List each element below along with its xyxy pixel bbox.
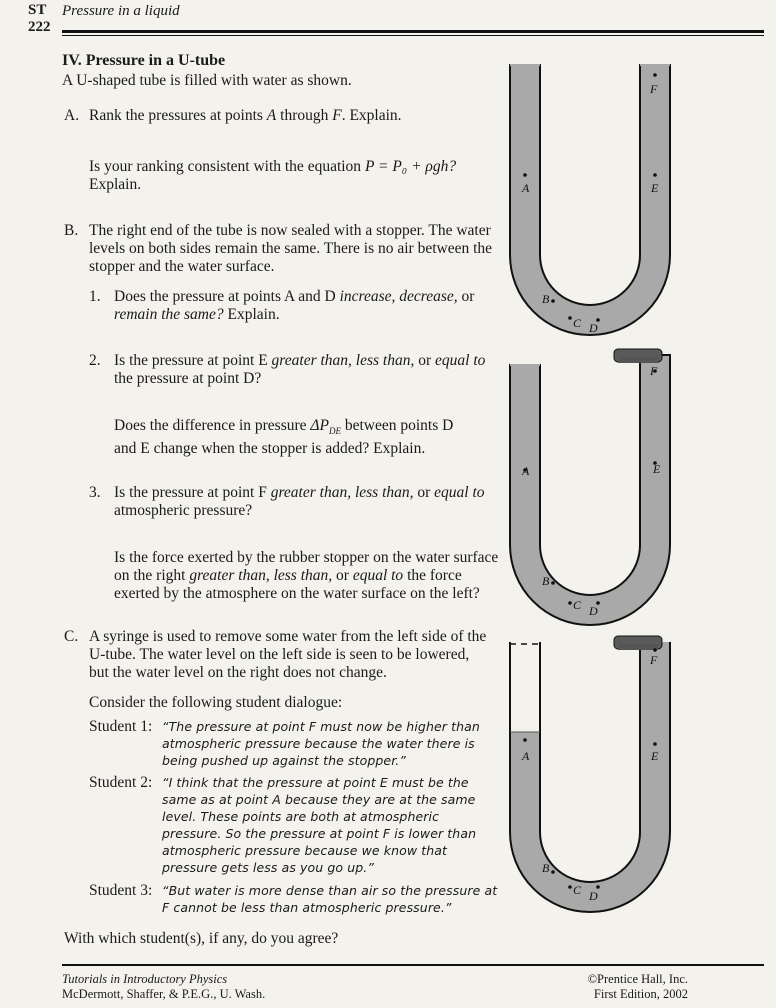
header-rule [62, 30, 764, 33]
edition: First Edition, 2002 [593, 987, 688, 1001]
point-f-label: F [650, 653, 658, 667]
u-tube-diagram-lowered [500, 632, 680, 922]
footer-right [588, 972, 688, 1002]
student-3-label: Student 3: [89, 882, 153, 899]
dialogue-intro: Consider the following student dialogue: [89, 694, 343, 711]
point-e-label: E [653, 462, 661, 476]
point-a-label: A [522, 464, 530, 478]
final-question: With which student(s), if any, do you agree? [64, 930, 339, 947]
point-c-label: C [573, 883, 582, 897]
point-b-label: B [542, 292, 550, 306]
part-c-letter: C. [64, 628, 79, 645]
point-d-label: D [589, 889, 598, 903]
running-title: Pressure in a liquid [62, 3, 180, 19]
part-a-consistency: Is your ranking consistent with the equation P = P₀ + ρgh? Explain. [89, 158, 457, 193]
point-d-label: D [589, 604, 598, 618]
copyright: ©Prentice Hall, Inc. [587, 972, 688, 986]
q3-text: Is the pressure at point F greater than, less than, or equal to atmospheric pressure? [114, 484, 485, 519]
part-a-letter: A. [64, 107, 80, 124]
student-3-quote: “But water is more dense than air so the pressure at F cannot be less than atmospheric pressure.” [162, 883, 498, 915]
student-2-label: Student 2: [89, 774, 153, 791]
point-e-label: E [651, 181, 659, 195]
point-c-label: C [573, 316, 582, 330]
q3-force: Is the force exerted by the rubber stopper on the water surface on the right greater than, less than, or equal to the force exerted by the atmosphere on the water surface on the left? [114, 549, 499, 602]
footer-rule [62, 964, 764, 966]
part-b-letter: B. [64, 222, 79, 239]
header-rule-thin [62, 35, 764, 36]
q2-number: 2. [89, 352, 101, 369]
part-a-question: Rank the pressures at points A through F. Explain. [89, 107, 402, 124]
point-f-label: F [650, 364, 658, 378]
page-number: 222 [28, 19, 51, 35]
point-d-label: D [589, 321, 598, 335]
point-a-label: A [522, 749, 530, 763]
section-title: IV. Pressure in a U-tube [62, 52, 226, 69]
point-b-label: B [542, 574, 550, 588]
point-a-label: A [522, 181, 530, 195]
point-b-label: B [542, 861, 550, 875]
u-tube-diagram-stoppered [500, 345, 680, 635]
page-code [28, 2, 51, 36]
point-f-label: F [650, 82, 658, 96]
pressure-equation: P = P₀ + ρgh? [364, 158, 457, 175]
student-2-quote: “I think that the pressure at point E must be the same as at point A because they are at the same level. These points are both at atmospheric pressure. So the pressure at point F is lower than atmospheric pressure because we know that pressure gets less as you go up.” [162, 775, 477, 875]
explain-label: Explain. [89, 176, 142, 193]
authors: McDermott, Shaffer, & P.E.G., U. Wash. [62, 987, 266, 1001]
footer-left [62, 972, 265, 1002]
u-tube-diagram-open [500, 55, 680, 345]
q1-text: Does the pressure at points A and D increase, decrease, or remain the same? Explain. [114, 288, 475, 323]
q2-text: Is the pressure at point E greater than, less than, or equal to the pressure at point D? [114, 352, 486, 387]
section-intro: A U-shaped tube is filled with water as shown. [62, 72, 352, 89]
book-title: Tutorials in Introductory Physics [62, 972, 228, 986]
part-c-text: A syringe is used to remove some water from the left side of the U-tube. The water level on the left side is seen to be lowered, but the water level on the right does not change. [89, 628, 487, 681]
point-e-label: E [651, 749, 659, 763]
q1-number: 1. [89, 288, 101, 305]
part-b-text: The right end of the tube is now sealed with a stopper. The water levels on both sides remain the same. There is no air between the stopper and the water surface. [89, 222, 493, 275]
q3-number: 3. [89, 484, 101, 501]
student-1-quote: “The pressure at point F must now be higher than atmospheric pressure because the water there is being pushed up against the stopper.” [162, 719, 480, 768]
student-1-label: Student 1: [89, 718, 153, 735]
q2-difference: Does the difference in pressure $\Delta P_{DE}$ between points D and E change when the stopper is added? Explain. [114, 417, 454, 458]
point-c-label: C [573, 598, 582, 612]
unit-code: ST [28, 2, 47, 18]
